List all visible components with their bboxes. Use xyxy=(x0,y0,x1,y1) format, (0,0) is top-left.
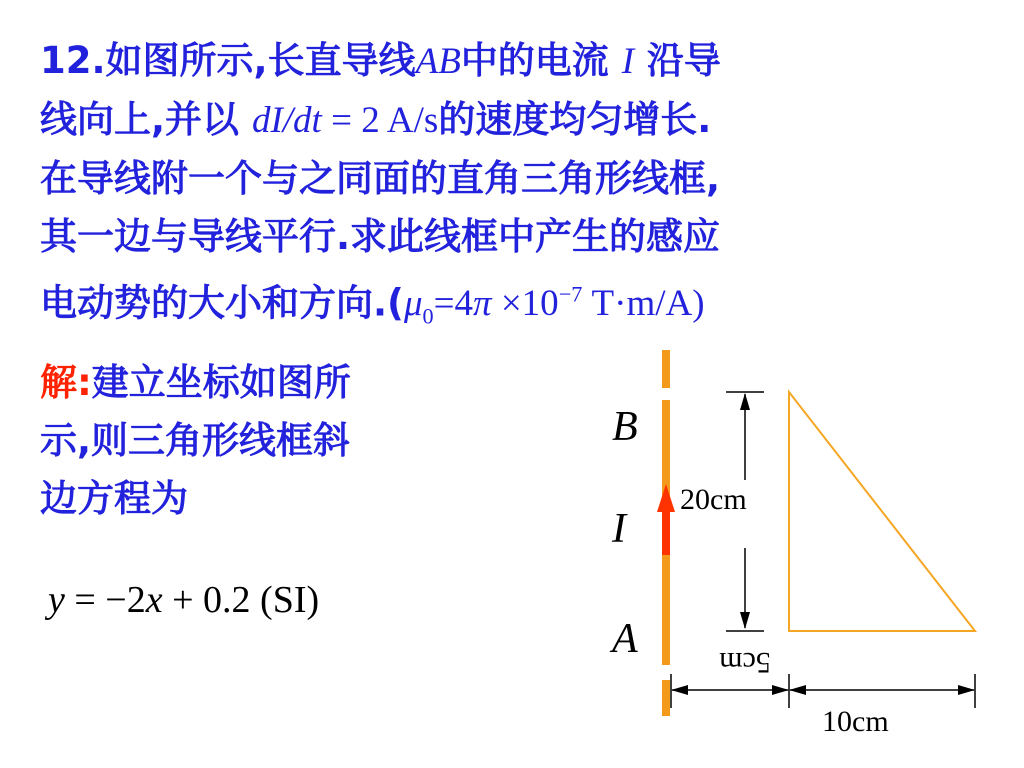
problem-line-1: 12.如图所示,长直导线AB中的电流 I 沿导 xyxy=(40,39,721,82)
problem-line-3: 在导线附一个与之同面的直角三角形线框, xyxy=(40,157,721,200)
arrow-up-icon xyxy=(740,393,750,410)
solution-line-1: 解:建立坐标如图所 xyxy=(40,361,351,404)
hypotenuse-equation: y = −2x + 0.2 (SI) xyxy=(48,579,320,621)
solution-line-3: 边方程为 xyxy=(40,477,188,520)
arrow-up-icon xyxy=(657,484,675,512)
triangle-frame xyxy=(789,392,975,631)
wire-dash-top xyxy=(662,350,670,388)
problem-line-2: 线向上,并以 dI/dt = 2 A/s的速度均匀增长. xyxy=(40,98,712,141)
label-b: B xyxy=(612,404,638,450)
width-label: 10cm xyxy=(822,705,889,738)
height-label: 20cm xyxy=(680,483,747,516)
solution-label: 解: xyxy=(40,361,92,404)
arrow-left-icon xyxy=(789,685,806,695)
arrow-right-icon xyxy=(958,685,975,695)
label-a: A xyxy=(612,616,638,662)
bottom-dimensions xyxy=(671,674,975,708)
label-current: I xyxy=(612,506,626,552)
solution-text xyxy=(40,354,480,528)
arrow-down-icon xyxy=(740,612,750,629)
problem-line-4: 其一边与导线平行.求此线框中产生的感应 xyxy=(40,215,721,258)
gap-label: 5cm xyxy=(719,646,771,679)
arrow-right-icon xyxy=(772,685,789,695)
problem-statement xyxy=(40,32,1015,346)
long-wire xyxy=(662,350,670,716)
solution-line-2: 示,则三角形线框斜 xyxy=(40,419,351,462)
wire-dash-bottom xyxy=(662,680,670,716)
height-dimension xyxy=(726,392,764,631)
current-arrow xyxy=(657,484,675,555)
wire-body xyxy=(662,400,670,665)
problem-line-5: 电动势的大小和方向$.(\mu_0=4\pi \times 10^{-7}$ T·m/A) xyxy=(40,281,705,329)
arrow-left-icon xyxy=(671,685,688,695)
